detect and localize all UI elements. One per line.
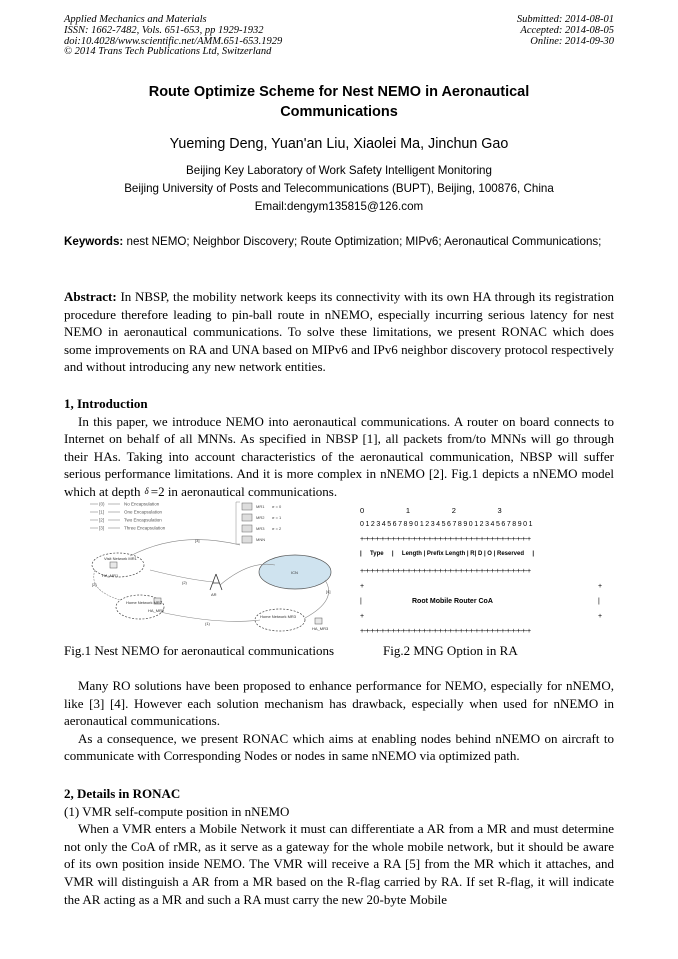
abstract-text: In NBSP, the mobility network keeps its connectivity with its own HA through its registration procedure therefore leading to pin-ball route in nNEMO, especially incurring serious latency for nest NEMO in aeronautical communications. To solve these limitations, we present RONAC which does some improvements on RA and UNA based on MIPv6 and IPv6 neighbor discovery protocol respectively and without introducing any new network entities. (64, 289, 615, 375)
separator-1: +-+-+-+-+-+-+-+-+-+-+-+-+-+-+-+-+-+-+-+-+-+-+-+-+-+-+-+-+-+-+-+-+ (360, 536, 531, 543)
mnn-label: MNN (256, 537, 266, 542)
submitted-date: Submitted: 2014-08-01 (516, 14, 614, 25)
section-2-heading: 2, Details in RONAC (64, 786, 181, 801)
visit-network-label: Visit Network MR1 (104, 556, 137, 561)
mr3-sigma: σ = 2 (272, 526, 282, 531)
related-work (64, 677, 614, 765)
bar-left: | (360, 598, 362, 605)
legend-label-3: Three Encapsulation (124, 525, 166, 531)
section-2-paragraph: When a VMR enters a Mobile Network it must can differentiate a AR from a MR and must determine not only the CoA of rMR, as it serve as a gateway for the whole mobile network, but it should be aware of its own position inside NEMO. The VMR will receive a RA [5] from the MR which it attaches, and VMR will distinguish a AR from a MR based on the R-flag carried by RA. If set R-flag, it will indicate the AR acting as a MR and such a RA must carry the new 20-byte Mobile (64, 821, 614, 907)
home-network-mr3-cloud (255, 609, 305, 631)
legend-label-2: Two Encapsulation (124, 517, 162, 523)
ha-mr2-label: HA_MR2 (148, 608, 165, 613)
abstract (64, 288, 614, 376)
legend-key-2: [2] (99, 517, 105, 523)
journal-name: Applied Mechanics and Materials (64, 14, 207, 25)
author-email: Email:dengym135815@126.com (254, 200, 424, 213)
online-date: Online: 2014-09-30 (530, 35, 614, 47)
header-fields-text: | Type | Length | Prefix Length | R| D | O | Reserved | (360, 551, 535, 557)
intro-paragraph (64, 413, 614, 501)
icn-label: ICN (291, 570, 298, 575)
mr2-label: MR2 (256, 515, 265, 520)
ha-mr3-label: HA_MR3 (312, 626, 329, 631)
figure-1-caption: Fig.1 Nest NEMO for aeronautical communications (64, 643, 335, 658)
path-label-3: [3] (195, 538, 200, 543)
affiliation (64, 162, 614, 216)
keywords-label: Keywords: (64, 235, 124, 248)
section-heading: 1, Introduction (64, 396, 148, 411)
header-fields (360, 551, 534, 557)
plus-right-1: + (598, 583, 603, 590)
mr3-label: MR3 (256, 526, 265, 531)
path-label-1: (1) (205, 621, 210, 626)
keywords-text: nest NEMO; Neighbor Discovery; Route Optimization; MIPv6; Aeronautical Communications; (126, 235, 602, 248)
mr3-icon (242, 525, 252, 532)
affiliation-lab: Beijing Key Laboratory of Work Safety Intelligent Monitoring (186, 164, 492, 177)
home-network-mr2-label: Home Network MR2 (126, 600, 163, 605)
figure-1-diagram (90, 500, 350, 640)
plus-left-1: + (360, 583, 365, 590)
title-line-2: Communications (280, 104, 398, 120)
affiliation-university: Beijing University of Posts and Telecommunications (BUPT), Beijing, 100876, China (124, 182, 554, 195)
intro-text-end: =2 in aeronautical communications. (150, 483, 338, 499)
coa-field: Root Mobile Router CoA (412, 598, 493, 605)
path-label-2: [2] (92, 582, 97, 587)
legend-key-1: [1] (99, 509, 105, 515)
figure-2-caption: Fig.2 MNG Option in RA (383, 643, 518, 658)
separator-2: +-+-+-+-+-+-+-+-+-+-+-+-+-+-+-+-+-+-+-+-+-+-+-+-+-+-+-+-+-+-+-+-+ (360, 568, 531, 575)
mr2-sigma: σ = 1 (272, 515, 282, 520)
abstract-label: Abstract: (64, 289, 117, 304)
ruler-digits: 0 1 2 3 4 5 6 7 8 9 0 1 2 3 4 5 6 7 8 9 0 1 2 3 4 5 6 7 8 9 0 1 (360, 521, 533, 528)
section-introduction (64, 395, 614, 501)
accepted-date: Accepted: 2014-08-05 (520, 24, 614, 36)
ar-label: AR (211, 592, 217, 597)
mr1-icon (242, 503, 252, 510)
ruler-top (360, 506, 502, 515)
authors: Yueming Deng, Yuan'an Liu, Xiaolei Ma, Jinchun Gao (169, 136, 509, 152)
legend-label-1: One Encapsulation (124, 509, 163, 515)
delta-symbol: δ (144, 485, 149, 496)
mr2-icon (242, 514, 252, 521)
intro-text: In this paper, we introduce NEMO into aeronautical communications. A router on board connects to Internet on behalf of all MNNs. As specified in NBSP [1], all packets from/to MNNs will go through their HAs. Taking into account characteristics of the aeronautical communication, NBSP will suffer serious performance limitations. And it is more complex in nNEMO [2]. Fig.1 depicts a nNEMO model which at depth (64, 413, 614, 499)
legend-label-0: No Encapsulation (124, 501, 160, 507)
copyright-line: © 2014 Trans Tech Publications Ltd, Switzerland (64, 46, 272, 58)
related-work-paragraph-2: As a consequence, we present RONAC which aims at enabling nodes behind nNEMO on aircraft to communicate with Corresponding Nodes or nodes in same nNEMO via optimized path. (64, 730, 614, 764)
section-details (64, 785, 614, 908)
mr1-sigma: σ = 0 (272, 504, 282, 509)
journal-info (64, 15, 282, 58)
title-line-1: Route Optimize Scheme for Nest NEMO in Aeronautical (148, 84, 530, 100)
related-work-paragraph-1: Many RO solutions have been proposed to enhance performance for NEMO, especially for nNEMO, like [3] [4]. However each solution mechanism has drawback, especially when used for nNEMO in aeronautical communications. (64, 678, 614, 729)
bar-right: | (598, 598, 600, 605)
doi-line: doi:10.4028/www.scientific.net/AMM.651-653.1929 (64, 35, 283, 47)
dates-info (517, 15, 614, 47)
plus-right-2: + (598, 613, 603, 620)
mr1-label: MR1 (256, 504, 265, 509)
plus-left-2: + (360, 613, 365, 620)
legend-key-0: (0) (99, 501, 105, 507)
mnn-icon (242, 536, 252, 543)
keywords (64, 233, 614, 250)
path-label-4: [4] (326, 589, 331, 594)
figure-2-packet-format (360, 506, 610, 641)
separator-3: +-+-+-+-+-+-+-+-+-+-+-+-+-+-+-+-+-+-+-+-+-+-+-+-+-+-+-+-+-+-+-+-+ (360, 628, 531, 635)
path-label-paren-2: (2) (182, 580, 187, 585)
ruler-top-text: 0 1 2 3 (360, 506, 502, 515)
issn-line: ISSN: 1662-7482, Vols. 651-653, pp 1929-1932 (64, 24, 264, 36)
home-network-mr3-label: Home Network MR3 (260, 614, 297, 619)
legend-key-3: [3] (99, 525, 105, 531)
ha-mr1-label: HA_MR1 (102, 573, 119, 578)
subsection-heading: (1) VMR self-compute position in nNEMO (64, 803, 290, 819)
paper-title (64, 82, 614, 122)
